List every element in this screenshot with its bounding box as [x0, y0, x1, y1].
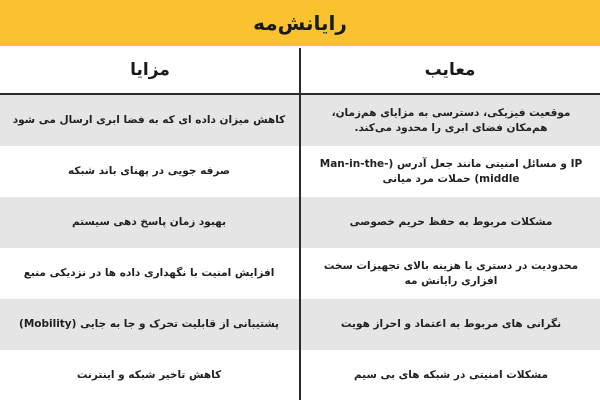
advantage-cell: کاهش تاخیر شبکه و اینترنت	[76, 369, 222, 381]
disadvantage-cell: نگرانی های مربوط به اعتماد و احراز هویت	[340, 318, 562, 330]
page-title: رایانش‌مه	[253, 11, 347, 35]
header-disadvantages: معایب	[424, 59, 476, 80]
advantage-cell: صرفه جویی در پهنای باند شبکه	[67, 165, 231, 177]
column-divider	[299, 48, 301, 400]
advantage-cell: بهبود زمان پاسخ دهی سیستم	[71, 216, 227, 228]
disadvantage-cell: IP و مسائل امنیتی مانند جعل آدرس (Man-in-the-middle) حملات مرد میانی	[319, 157, 583, 185]
disadvantage-cell: موقعیت فیزیکی، دسترسی به مزایای هم‌زمان، هم‌مکان فضای ابری را محدود می‌کند.	[331, 106, 571, 134]
disadvantage-cell: محدودیت در دستری یا هزینه بالای تجهیزات سخت افزاری رایانش مه	[323, 259, 579, 287]
header-advantages: مزایا	[130, 59, 170, 80]
advantage-cell: کاهش میزان داده ای که به فضا ابری ارسال می شود	[12, 114, 286, 126]
disadvantage-cell: مشکلات امنیتی در شبکه های بی سیم	[353, 369, 549, 381]
advantage-cell: افزایش امنیت با نگهداری داده ها در نزدیکی منبع	[23, 267, 275, 279]
comparison-table	[0, 46, 600, 400]
title-bar	[0, 0, 600, 46]
disadvantage-cell: مشکلات مربوط به حفظ حریم خصوصی	[349, 216, 553, 228]
advantage-cell: پشتیبانی از قابلیت تحرک و جا به جایی (Mobility)	[19, 318, 280, 330]
